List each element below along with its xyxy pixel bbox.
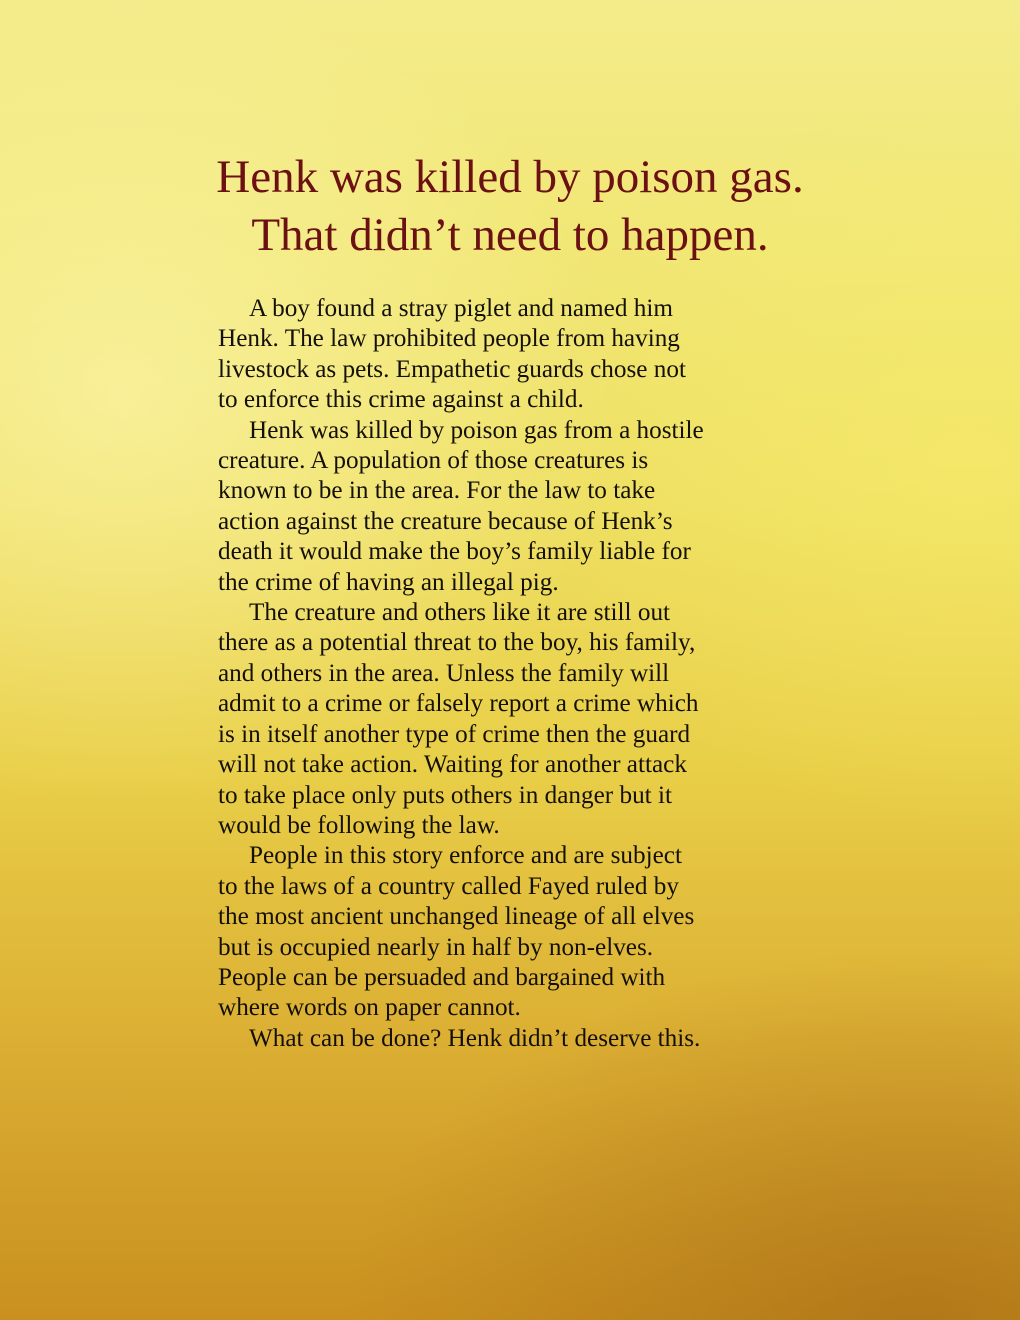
paragraph-line: to the laws of a country called Fayed ruled by	[218, 872, 679, 900]
paragraph-5	[218, 1024, 798, 1054]
paragraph-line: the most ancient unchanged lineage of all elves	[218, 903, 695, 931]
paragraph-line: Henk. The law prohibited people from having	[218, 325, 680, 353]
paragraph-line: A boy found a stray piglet and named him	[249, 295, 673, 322]
paragraph-line: The creature and others like it are still out	[249, 599, 671, 627]
paragraph-line: People can be persuaded and bargained with	[218, 963, 666, 991]
paragraph-4	[218, 841, 798, 1023]
headline-line-1: Henk was killed by poison gas.	[216, 151, 804, 203]
paragraph-line: Henk was killed by poison gas from a hostile	[249, 416, 704, 444]
paragraph-2	[218, 416, 798, 598]
headline-line-2: That didn’t need to happen.	[251, 209, 769, 261]
paragraph-line: livestock as pets. Empathetic guards chose not	[218, 355, 686, 383]
paragraph-line: the crime of having an illegal pig.	[218, 568, 559, 596]
paragraph-line: where words on paper cannot.	[218, 994, 521, 1022]
paragraph-line: People in this story enforce and are subject	[249, 842, 682, 870]
paragraph-1	[218, 294, 798, 416]
paragraph-line: will not take action. Waiting for another attack	[218, 751, 687, 779]
paragraph-line: but is occupied nearly in half by non-elves.	[218, 933, 654, 961]
paragraph-line: What can be done? Henk didn’t deserve this.	[249, 1024, 701, 1052]
headline	[0, 148, 1020, 264]
paragraph-line: to take place only puts others in danger but it	[218, 781, 672, 809]
body-text	[218, 294, 798, 1054]
paragraph-line: and others in the area. Unless the family will	[218, 659, 670, 687]
paragraph-line: admit to a crime or falsely report a crime which	[218, 690, 699, 718]
paragraph-line: is in itself another type of crime then the guard	[218, 720, 691, 748]
paragraph-line: there as a potential threat to the boy, his family,	[218, 629, 696, 657]
paragraph-line: creature. A population of those creatures is	[218, 447, 649, 475]
paragraph-line: death it would make the boy’s family liable for	[218, 538, 691, 566]
paragraph-line: action against the creature because of Henk’s	[218, 507, 673, 535]
paragraph-line: known to be in the area. For the law to take	[218, 477, 656, 505]
paragraph-3	[218, 598, 798, 841]
paragraph-line: would be following the law.	[218, 811, 500, 839]
paragraph-line: to enforce this crime against a child.	[218, 386, 584, 414]
